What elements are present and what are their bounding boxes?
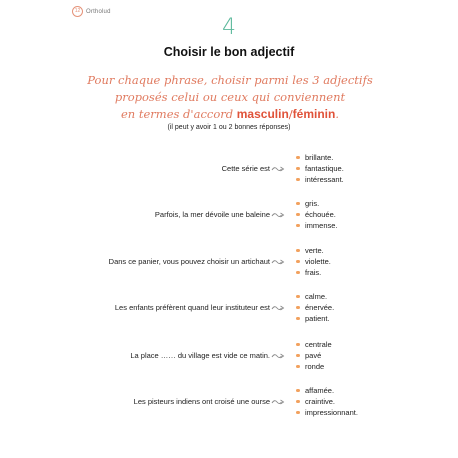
sentence: Cette série est (221, 164, 270, 173)
option-label: énervée. (305, 303, 335, 312)
bullet-icon (296, 156, 300, 160)
exercise-row (0, 245, 458, 285)
exercise-number: 4 (222, 15, 236, 40)
arrow-icon (271, 352, 285, 360)
bullet-icon (296, 343, 300, 347)
adjective-option[interactable] (296, 339, 332, 350)
bullet-icon (296, 202, 300, 206)
bullet-icon (296, 178, 300, 182)
bullet-icon (296, 317, 300, 321)
bullet-icon (296, 389, 300, 393)
adjective-option[interactable] (296, 361, 332, 372)
arrow-icon (271, 165, 285, 173)
bullet-icon (296, 354, 300, 358)
keyword-separator: / (288, 107, 293, 121)
option-label: immense. (305, 221, 338, 230)
adjective-options (296, 385, 358, 418)
adjective-options (296, 198, 338, 231)
adjective-options (296, 245, 331, 278)
option-label: gris. (305, 199, 320, 208)
option-label: brillante. (305, 153, 334, 162)
adjective-option[interactable] (296, 302, 334, 313)
exercise-row (0, 385, 458, 425)
bullet-icon (296, 249, 300, 253)
adjective-option[interactable] (296, 396, 358, 407)
arrow-icon (271, 304, 285, 312)
adjective-option[interactable] (296, 152, 344, 163)
adjective-options (296, 291, 334, 324)
brand-name: Ortholud (86, 8, 111, 15)
bullet-icon (296, 400, 300, 404)
option-label: pavé (305, 351, 322, 360)
exercise-row (0, 291, 458, 331)
bullet-icon (296, 213, 300, 217)
arrow-icon (271, 258, 285, 266)
bullet-icon (296, 167, 300, 171)
bullet-icon (296, 306, 300, 310)
arrow-icon (271, 211, 285, 219)
adjective-option[interactable] (296, 407, 358, 418)
keyword-masculin: masculin (236, 107, 289, 121)
instruction-line-3-prefix: en termes d'accord (121, 107, 234, 121)
sentence: La place …… du village est vide ce matin. (130, 351, 270, 360)
bullet-icon (296, 365, 300, 369)
instruction-line-2: proposés celui ou ceux qui conviennent (114, 90, 346, 104)
adjective-option[interactable] (296, 385, 358, 396)
instruction (60, 72, 400, 123)
adjective-option[interactable] (296, 350, 332, 361)
bullet-icon (296, 411, 300, 415)
bullet-icon (296, 260, 300, 264)
option-label: violette. (305, 257, 331, 266)
adjective-option[interactable] (296, 209, 338, 220)
option-label: frais. (305, 268, 322, 277)
option-label: intéressant. (305, 175, 344, 184)
option-label: calme. (305, 292, 328, 301)
exercise-row (0, 339, 458, 379)
sentence: Parfois, la mer dévoile une baleine (154, 210, 270, 219)
adjective-option[interactable] (296, 313, 334, 324)
adjective-option[interactable] (296, 198, 338, 209)
adjective-options (296, 339, 332, 372)
option-label: échouée. (305, 210, 336, 219)
option-label: verte. (305, 246, 324, 255)
instruction-line-1: Pour chaque phrase, choisir parmi les 3 adjectifs (87, 73, 373, 87)
option-label: centrale (305, 340, 332, 349)
option-label: impressionnant. (305, 408, 358, 417)
arrow-icon (271, 398, 285, 406)
adjective-option[interactable] (296, 256, 331, 267)
sentence: Les enfants préfèrent quand leur instituteur est (114, 303, 270, 312)
bullet-icon (296, 271, 300, 275)
option-label: affamée. (305, 386, 335, 395)
adjective-options (296, 152, 344, 185)
keyword-feminin: féminin (292, 107, 336, 121)
adjective-option[interactable] (296, 245, 331, 256)
option-label: patient. (305, 314, 330, 323)
option-label: fantastique. (305, 164, 344, 173)
instruction-line-3 (60, 106, 400, 123)
adjective-option[interactable] (296, 291, 334, 302)
sentence: Les pisteurs indiens ont croisé une ourse (133, 397, 270, 406)
adjective-option[interactable] (296, 163, 344, 174)
instruction-period: . (335, 107, 339, 121)
exercise-row (0, 198, 458, 238)
sentence: Dans ce panier, vous pouvez choisir un artichaut (108, 257, 270, 266)
bullet-icon (296, 224, 300, 228)
hint-note: (il peut y avoir 1 ou 2 bonnes réponses) (167, 124, 291, 131)
adjective-option[interactable] (296, 267, 331, 278)
option-label: ronde (305, 362, 325, 371)
adjective-option[interactable] (296, 220, 338, 231)
bullet-icon (296, 295, 300, 299)
page-number-badge: 12 (72, 6, 83, 17)
exercise-title: Choisir le bon adjectif (163, 45, 295, 59)
option-label: craintive. (305, 397, 336, 406)
exercise-row (0, 152, 458, 192)
adjective-option[interactable] (296, 174, 344, 185)
